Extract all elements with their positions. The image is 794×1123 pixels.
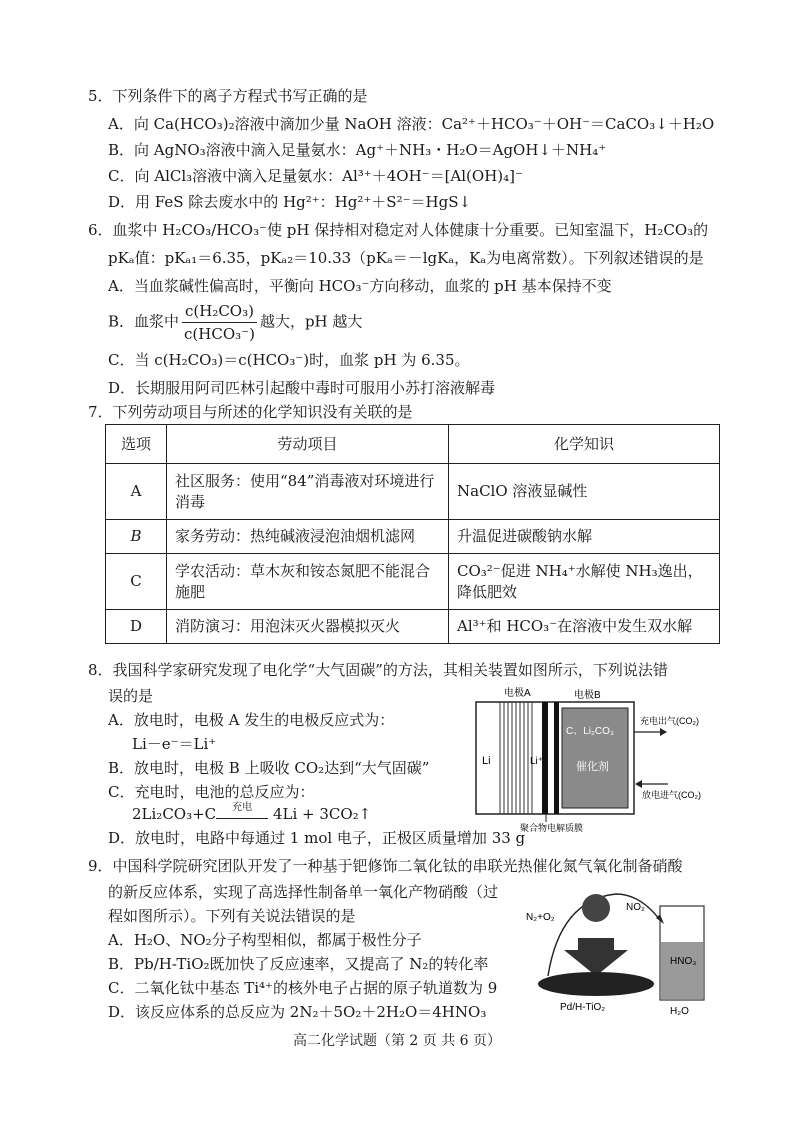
q8-option-a-equation: Li－e⁻＝Li⁺ — [132, 735, 217, 753]
q6-fraction — [182, 300, 257, 345]
table-cell: CO₃²⁻促进 NH₄⁺水解使 NH₃逸出，降低肥效 — [449, 554, 720, 610]
li-label: Li — [482, 755, 491, 767]
q9-option-c: C．二氧化钛中基态 Ti⁴⁺的核外电子占据的原子轨道数为 9 — [108, 979, 498, 997]
li-ion-label: Li⁺ — [530, 756, 544, 767]
page-footer: 高二化学试题（第 2 页 共 6 页） — [292, 1033, 502, 1049]
table-cell: 学农活动：草木灰和铵态氮肥不能混合施肥 — [167, 554, 449, 610]
table-row — [106, 610, 720, 644]
membrane-label: 聚合物电解质膜 — [520, 823, 584, 833]
arrow-left-icon — [635, 780, 642, 788]
electrode-b-plate — [554, 702, 559, 814]
q5-option-b: B．向 AgNO₃溶液中滴入足量氨水：Ag⁺＋NH₃・H₂O＝AgOH↓＋NH₄⁺ — [108, 141, 607, 159]
table-header-cell: 劳动项目 — [167, 425, 449, 464]
table-cell: 社区服务：使用“84”消毒液对环境进行消毒 — [167, 464, 449, 520]
table-cell: B — [106, 520, 167, 554]
table-row — [106, 520, 720, 554]
table-header-row — [106, 425, 720, 464]
q6-option-d: D．长期服用阿司匹林引起酸中毒时可服用小苏打溶液解毒 — [108, 379, 496, 397]
arrow-right-icon — [660, 728, 667, 736]
table-header-cell: 选项 — [106, 425, 167, 464]
q6-stem-2: pKₐ值：pKₐ₁＝6.35，pKₐ₂＝10.33（pKₐ＝－lgKₐ，Kₐ为电离常数）。下列叙述错误的是 — [108, 249, 704, 267]
q8-option-a: A．放电时，电极 A 发生的电极反应式为： — [108, 711, 395, 729]
catalysis-diagram — [520, 880, 720, 1020]
catalyst-surface — [538, 972, 654, 996]
table-cell: Al³⁺和 HCO₃⁻在溶液中发生双水解 — [449, 610, 720, 644]
table-row — [106, 464, 720, 520]
table-cell: 升温促进碳酸钠水解 — [449, 520, 720, 554]
q6-option-b — [108, 300, 362, 345]
q9-stem-3: 程如图所示）。下列有关说法错误的是 — [108, 907, 356, 925]
beaker-liquid — [661, 942, 703, 999]
electrode-a-label: 电极A — [504, 688, 531, 699]
reactant-label: N₂+O₂ — [526, 912, 555, 923]
table-cell: 消防演习：用泡沫灭火器模拟灭火 — [167, 610, 449, 644]
q7-stem: 7．下列劳动项目与所述的化学知识没有关联的是 — [88, 403, 413, 421]
discharge-gas-in-label: 放电进气(CO₂) — [642, 790, 701, 800]
charge-arrow — [216, 802, 268, 819]
cathode-content-label: C、Li₂CO₃ — [566, 726, 614, 737]
catalyst-label: 催化剂 — [576, 761, 609, 773]
q8-stem-2: 误的是 — [108, 687, 154, 705]
light-source-icon — [582, 894, 610, 922]
battery-diagram — [470, 684, 722, 834]
charge-gas-out-label: 充电出气(CO₂) — [640, 716, 699, 726]
q6-fraction-numerator: c(H₂CO₃) — [182, 300, 257, 323]
equation-left: 2Li₂CO₃+C — [132, 805, 217, 823]
no2-label: NO₂ — [626, 902, 645, 913]
table-header-cell: 化学知识 — [449, 425, 720, 464]
q9-option-a: A．H₂O、NO₂分子构型相似，都属于极性分子 — [108, 931, 422, 949]
water-label: H₂O — [670, 1006, 689, 1017]
charge-arrow-label: 充电 — [232, 802, 253, 813]
q5-option-d: D．用 FeS 除去废水中的 Hg²⁺：Hg²⁺＋S²⁻＝HgS↓ — [108, 193, 472, 211]
q5-option-a: A．向 Ca(HCO₃)₂溶液中滴加少量 NaOH 溶液：Ca²⁺＋HCO₃⁻＋OH⁻＝CaCO₃↓＋H₂O — [108, 115, 715, 133]
table-cell: NaClO 溶液显碱性 — [449, 464, 720, 520]
q8-option-c-equation — [132, 804, 371, 824]
table-cell: D — [106, 610, 167, 644]
q9-option-d: D．该反应体系的总反应为 2N₂＋5O₂＋2H₂O＝4HNO₃ — [108, 1003, 487, 1021]
q6-option-b-post: 越大，pH 越大 — [259, 312, 363, 331]
hno3-label: HNO₃ — [670, 956, 697, 967]
q5-stem: 5．下列条件下的离子方程式书写正确的是 — [88, 87, 368, 105]
cathode-region — [562, 708, 628, 808]
q8-stem-1: 8．我国科学家研究发现了电化学“大气固碳”的方法，其相关装置如图所示，下列说法错 — [88, 661, 668, 679]
table-cell: 家务劳动：热纯碱液浸泡油烟机滤网 — [167, 520, 449, 554]
q9-option-b: B．Pb/H-TiO₂既加快了反应速率，又提高了 N₂的转化率 — [108, 955, 489, 973]
q6-fraction-denominator: c(HCO₃⁻) — [184, 325, 255, 343]
q8-option-c: C．充电时，电池的总反应为： — [108, 783, 315, 801]
q8-option-b: B．放电时，电极 B 上吸收 CO₂达到“大气固碳” — [108, 759, 430, 777]
q6-option-c: C．当 c(H₂CO₃)＝c(HCO₃⁻)时，血浆 pH 为 6.35。 — [108, 351, 470, 369]
q6-stem-1: 6．血浆中 H₂CO₃/HCO₃⁻使 pH 保持相对稳定对人体健康十分重要。已知室温下，H₂CO₃的 — [88, 221, 709, 239]
q7-table — [105, 424, 720, 644]
table-cell: A — [106, 464, 167, 520]
equation-right: 4Li + 3CO₂↑ — [272, 805, 372, 823]
catalyst-name-label: Pd/H-TiO₂ — [560, 1002, 606, 1013]
table-cell: C — [106, 554, 167, 610]
down-arrow-icon — [564, 938, 628, 976]
q6-option-a: A．当血浆碱性偏高时，平衡向 HCO₃⁻方向移动，血浆的 pH 基本保持不变 — [108, 277, 612, 295]
table-row — [106, 554, 720, 610]
electrode-b-label: 电极B — [574, 690, 601, 701]
q9-stem-2: 的新反应体系，实现了高选择性制备单一氧化产物硝酸（过 — [108, 883, 499, 901]
q5-option-c: C．向 AlCl₃溶液中滴入足量氨水：Al³⁺＋4OH⁻＝[Al(OH)₄]⁻ — [108, 167, 523, 185]
q6-option-b-pre: B．血浆中 — [108, 312, 180, 331]
q8-option-d: D．放电时，电路中每通过 1 mol 电子，正极区质量增加 33 g — [108, 829, 526, 847]
q9-stem-1: 9．中国科学院研究团队开发了一种基于钯修饰二氧化钛的串联光热催化氮气氧化制备硝酸 — [88, 857, 683, 875]
